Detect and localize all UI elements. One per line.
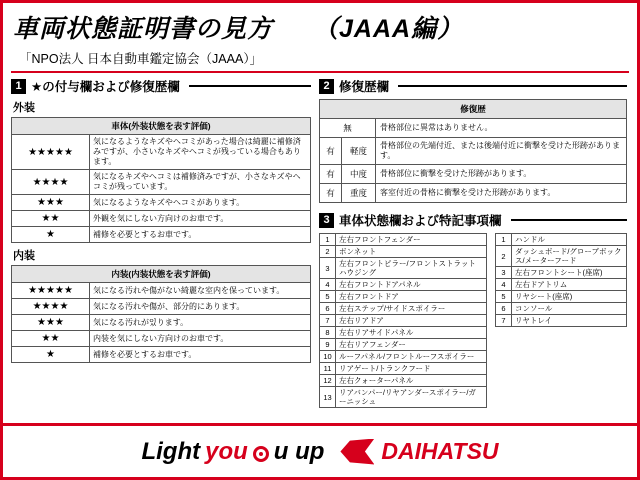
- rating-description: 気になる汚れや傷がない綺麗な室内を保っています。: [90, 283, 311, 299]
- rating-description: 補修を必要とするお車です。: [90, 227, 311, 243]
- rating-stars: ★★★★★: [12, 283, 90, 299]
- item-number: 8: [320, 327, 336, 339]
- content-columns: [3, 73, 637, 408]
- item-label: 左右ドアトリム: [512, 279, 627, 291]
- item-label: ハンドル: [512, 234, 627, 246]
- table-row: [12, 211, 311, 227]
- interior-table-header: 内装(内装状態を表す評価): [12, 266, 311, 283]
- interior-table: [11, 265, 311, 363]
- item-number: 5: [320, 291, 336, 303]
- item-number: 4: [496, 279, 512, 291]
- list-item: [320, 303, 487, 315]
- right-column: [319, 77, 627, 408]
- rating-description: 気になるようなキズやヘコミがあります。: [90, 195, 311, 211]
- section1-rule: [189, 85, 311, 87]
- item-label: 左右ステップ/サイドスポイラー: [336, 303, 487, 315]
- exterior-label: 外装: [13, 102, 35, 114]
- section2-header: [319, 77, 627, 95]
- item-label: リアバンパー/リヤアンダースポイラー/ガーニッシュ: [336, 387, 487, 408]
- item-number: 4: [320, 279, 336, 291]
- list-item: [320, 327, 487, 339]
- list-item: [496, 234, 627, 246]
- item-number: 2: [496, 246, 512, 267]
- light-you-up-logo: [141, 438, 324, 466]
- section2-number: 2: [319, 79, 334, 94]
- rating-stars: ★: [12, 227, 90, 243]
- exterior-parts-table: [319, 233, 487, 408]
- list-item: [496, 246, 627, 267]
- section3-rule: [511, 219, 627, 221]
- list-item: [496, 279, 627, 291]
- repair-description: 客室付近の骨格に衝撃を受けた形跡があります。: [376, 184, 627, 203]
- item-label: 左右フロントシート(座席): [512, 267, 627, 279]
- list-item: [496, 303, 627, 315]
- rating-stars: ★★★★: [12, 170, 90, 195]
- repair-level: 無: [320, 119, 376, 138]
- table-row: [12, 135, 311, 170]
- item-number: 1: [496, 234, 512, 246]
- item-label: 左右リアフェンダー: [336, 339, 487, 351]
- eye-icon: [253, 446, 269, 462]
- item-number: 9: [320, 339, 336, 351]
- list-item: [320, 363, 487, 375]
- rating-description: 気になるキズやヘコミは補修済みですが、小さなキズやヘコミが残っています。: [90, 170, 311, 195]
- item-label: 左右フロントドアパネル: [336, 279, 487, 291]
- table-row: [12, 331, 311, 347]
- daihatsu-logo: [340, 438, 498, 465]
- item-number: 7: [496, 315, 512, 327]
- list-item: [496, 315, 627, 327]
- item-label: コンソール: [512, 303, 627, 315]
- item-number: 3: [320, 258, 336, 279]
- parts-lists: [319, 233, 627, 408]
- item-number: 3: [496, 267, 512, 279]
- item-label: 左右リアドア: [336, 315, 487, 327]
- item-number: 1: [320, 234, 336, 246]
- item-label: 左右フロントピラー/フロントストラットハウジング: [336, 258, 487, 279]
- section3-header: [319, 211, 627, 229]
- rating-stars: ★★: [12, 331, 90, 347]
- rating-description: 内装を気にしない方向けのお車です。: [90, 331, 311, 347]
- repair-description: 骨格部位に衝撃を受けた形跡があります。: [376, 165, 627, 184]
- repair-level: 重度: [342, 184, 376, 203]
- page-title: [13, 9, 627, 45]
- repair-description: 骨格部位の先端付近、または後端付近に衝撃を受けた形跡があります。: [376, 138, 627, 165]
- daihatsu-wordmark: DAIHATSU: [381, 438, 499, 464]
- repair-history-table: [319, 99, 627, 203]
- section1-number: 1: [11, 79, 26, 94]
- item-number: 6: [496, 303, 512, 315]
- table-row: [320, 184, 627, 203]
- tagline-up: u up: [273, 437, 325, 465]
- rating-description: 気になるようなキズやヘコミがあった場合は綺麗に補修済みですが、小さいなキズやヘコミが残っている場合もあります。: [90, 135, 311, 170]
- item-number: 13: [320, 387, 336, 408]
- item-number: 10: [320, 351, 336, 363]
- exterior-table-header: 車体(外装状態を表す評価): [12, 118, 311, 135]
- interior-label: 内装: [13, 250, 35, 262]
- rating-stars: ★★★★: [12, 299, 90, 315]
- repair-flag: 有: [320, 138, 342, 165]
- daihatsu-mark-icon: [340, 439, 374, 465]
- list-item: [496, 291, 627, 303]
- repair-flag: 有: [320, 184, 342, 203]
- rating-stars: ★★★★★: [12, 135, 90, 170]
- item-label: リヤトレイ: [512, 315, 627, 327]
- table-row: [12, 347, 311, 363]
- table-row: [320, 138, 627, 165]
- repair-level: 中度: [342, 165, 376, 184]
- rating-description: 外観を気にしない方向けのお車です。: [90, 211, 311, 227]
- repair-level: 軽度: [342, 138, 376, 165]
- rating-stars: ★★★: [12, 195, 90, 211]
- item-number: 7: [320, 315, 336, 327]
- item-label: リアゲート/トランクフード: [336, 363, 487, 375]
- list-item: [320, 258, 487, 279]
- item-label: ルーフパネル/フロントルーフスポイラー: [336, 351, 487, 363]
- list-item: [320, 234, 487, 246]
- section2-title: 修復歴欄: [339, 80, 390, 94]
- list-item: [320, 291, 487, 303]
- rating-description: 補修を必要とするお車です。: [90, 347, 311, 363]
- item-number: 2: [320, 246, 336, 258]
- rating-description: 気になる汚れが있ります。: [90, 315, 311, 331]
- item-label: リヤシート(座席): [512, 291, 627, 303]
- item-number: 6: [320, 303, 336, 315]
- list-item: [320, 339, 487, 351]
- repair-description: 骨格部位に異常はありません。: [376, 119, 627, 138]
- table-row: [12, 195, 311, 211]
- left-column: [11, 77, 311, 408]
- tagline-light: Light: [141, 437, 201, 465]
- page-title-sub: （JAAA編）: [313, 15, 464, 43]
- section1-header: [11, 77, 311, 95]
- section1-title: ★の付与欄および修復歴欄: [31, 80, 180, 94]
- exterior-table: [11, 117, 311, 243]
- exterior-parts-wrap: [319, 233, 487, 408]
- table-row: [12, 266, 311, 283]
- footer: [3, 423, 637, 477]
- title-band: [3, 3, 637, 67]
- table-row: [12, 315, 311, 331]
- interior-parts-wrap: [495, 233, 627, 408]
- table-row: [12, 118, 311, 135]
- table-row: [12, 227, 311, 243]
- page-title-main: 車両状態証明書の見方: [13, 15, 274, 43]
- list-item: [320, 387, 487, 408]
- table-row: [12, 299, 311, 315]
- item-label: ボンネット: [336, 246, 487, 258]
- repair-flag: 有: [320, 165, 342, 184]
- list-item: [496, 267, 627, 279]
- section2-rule: [398, 85, 627, 87]
- rating-stars: ★★★: [12, 315, 90, 331]
- section3-title: 車体状態欄および特記事項欄: [339, 214, 502, 228]
- item-label: 左右リアサイドパネル: [336, 327, 487, 339]
- page-subtitle: 「NPO法人 日本自動車鑑定協会（JAAA）」: [19, 52, 263, 66]
- section3-number: 3: [319, 213, 334, 228]
- tagline-you: you: [205, 437, 248, 465]
- list-item: [320, 279, 487, 291]
- table-row: [320, 165, 627, 184]
- table-row: [320, 119, 627, 138]
- item-number: 12: [320, 375, 336, 387]
- list-item: [320, 375, 487, 387]
- rating-stars: ★★: [12, 211, 90, 227]
- item-label: 左右フロントドア: [336, 291, 487, 303]
- list-item: [320, 315, 487, 327]
- table-row: [12, 283, 311, 299]
- interior-parts-table: [495, 233, 627, 327]
- rating-description: 気になる汚れや傷が、部分的にあります。: [90, 299, 311, 315]
- item-label: 左右フロントフェンダー: [336, 234, 487, 246]
- item-label: 左右クォーターパネル: [336, 375, 487, 387]
- item-number: 11: [320, 363, 336, 375]
- item-number: 5: [496, 291, 512, 303]
- table-row: [12, 170, 311, 195]
- list-item: [320, 351, 487, 363]
- list-item: [320, 246, 487, 258]
- table-row: [320, 100, 627, 119]
- rating-stars: ★: [12, 347, 90, 363]
- repair-table-header: 修復歴: [320, 100, 627, 119]
- item-label: ダッシュボード/グローブボックス/メーターフード: [512, 246, 627, 267]
